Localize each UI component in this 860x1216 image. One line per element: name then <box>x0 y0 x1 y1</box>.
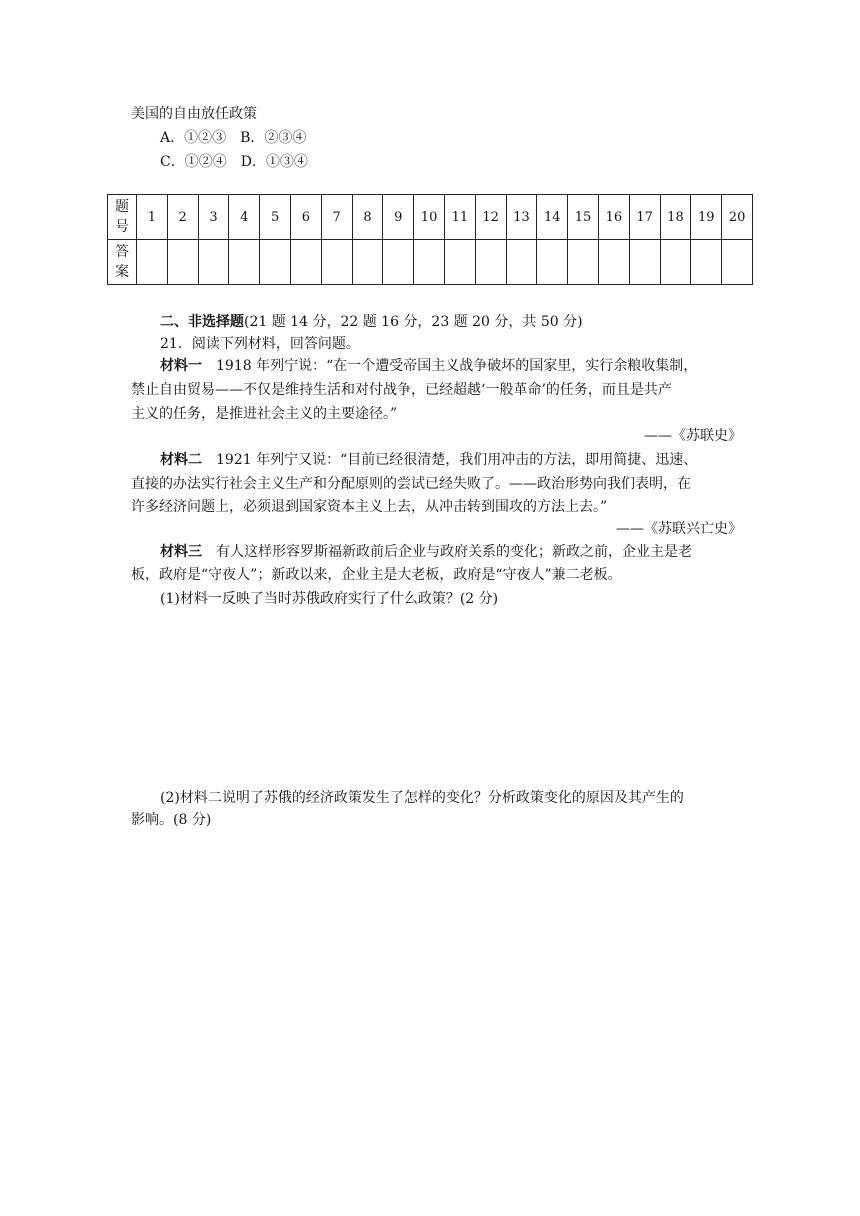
material-3-label: 材料三 <box>160 544 202 560</box>
question-number-cell: 10 <box>414 195 445 240</box>
material-2-label: 材料二 <box>160 452 202 468</box>
question-number-cell: 8 <box>352 195 383 240</box>
question-number-cell: 6 <box>290 195 321 240</box>
number-header-cell <box>108 195 137 240</box>
material-2-source: ——《苏联兴亡史》 <box>616 521 742 537</box>
answer-cell[interactable] <box>506 240 537 285</box>
options-row-1: A．①②③ B．②③④ <box>160 130 307 146</box>
question-number-cell: 5 <box>260 195 291 240</box>
material-1-label: 材料一 <box>160 358 202 374</box>
answer-cell[interactable] <box>383 240 414 285</box>
number-header-char-1: 题 <box>115 199 129 215</box>
question-number-cell: 13 <box>506 195 537 240</box>
answer-cell[interactable] <box>198 240 229 285</box>
answer-header-char-1: 答 <box>115 244 129 260</box>
material-3-line-2: 板，政府是“守夜人”；新政以来，企业主是大老板，政府是“守夜人”兼二老板。 <box>131 567 622 583</box>
answer-cell[interactable] <box>352 240 383 285</box>
material-1-source: ——《苏联史》 <box>644 428 742 444</box>
question-number-cell: 15 <box>568 195 599 240</box>
question-number-cell: 11 <box>444 195 475 240</box>
answer-cell[interactable] <box>660 240 691 285</box>
material-1-line-2: 禁止自由贸易——不仅是维持生活和对付战争，已经超越‘一般革命’的任务，而且是共产 <box>131 382 672 398</box>
answer-table-answer-row <box>108 240 753 285</box>
answer-cell[interactable] <box>229 240 260 285</box>
material-1-line-1 <box>160 356 697 376</box>
material-1-text: 1918 年列宁说：“在一个遭受帝国主义战争破坏的国家里，实行余粮收集制， <box>202 358 698 374</box>
answer-cell[interactable] <box>260 240 291 285</box>
material-3-text: 有人这样形容罗斯福新政前后企业与政府关系的变化；新政之前，企业主是老 <box>202 544 692 560</box>
answer-header-char-2: 案 <box>115 264 129 280</box>
section-heading <box>160 312 583 332</box>
subquestion-2-line-1: (2)材料二说明了苏俄的经济政策发生了怎样的变化？分析政策变化的原因及其产生的 <box>160 790 684 806</box>
answer-cell[interactable] <box>290 240 321 285</box>
question-number-cell: 4 <box>229 195 260 240</box>
material-2-text: 1921 年列宁又说：“目前已经很清楚，我们用冲击的方法，即用简捷、迅速、 <box>202 452 698 468</box>
number-header-char-2: 号 <box>115 219 129 235</box>
answer-cell[interactable] <box>722 240 753 285</box>
question-number-cell: 14 <box>537 195 568 240</box>
answer-cell[interactable] <box>414 240 445 285</box>
question-number-cell: 12 <box>475 195 506 240</box>
section-title: 二、非选择题 <box>160 314 244 330</box>
question-number-cell: 7 <box>321 195 352 240</box>
option-text-line: 美国的自由放任政策 <box>131 106 257 122</box>
answer-cell[interactable] <box>475 240 506 285</box>
question-number-cell: 3 <box>198 195 229 240</box>
material-2-line-1 <box>160 450 697 470</box>
question-number-cell: 16 <box>598 195 629 240</box>
answer-cell[interactable] <box>321 240 352 285</box>
options-row-2: C．①②④ D．①③④ <box>160 154 308 170</box>
question-number-cell: 9 <box>383 195 414 240</box>
question-number-cell: 18 <box>660 195 691 240</box>
answer-cell[interactable] <box>598 240 629 285</box>
material-1-line-3: 主义的任务，是推进社会主义的主要途径。” <box>131 406 398 422</box>
material-2-line-3: 许多经济问题上，必须退到国家资本主义上去，从冲击转到围攻的方法上去。” <box>131 499 608 515</box>
answer-cell[interactable] <box>167 240 198 285</box>
answer-table <box>107 194 753 285</box>
question-21-prompt: 21．阅读下列材料，回答问题。 <box>160 336 360 352</box>
answer-table-number-row <box>108 195 753 240</box>
question-number-cell: 1 <box>137 195 168 240</box>
section-points: (21 题 14 分，22 题 16 分，23 题 20 分，共 50 分) <box>244 314 583 330</box>
answer-cell[interactable] <box>629 240 660 285</box>
question-number-cell: 17 <box>629 195 660 240</box>
question-number-cell: 20 <box>722 195 753 240</box>
question-number-cell: 19 <box>691 195 722 240</box>
answer-header-cell <box>108 240 137 285</box>
answer-cell[interactable] <box>537 240 568 285</box>
answer-cell[interactable] <box>691 240 722 285</box>
question-number-cell: 2 <box>167 195 198 240</box>
material-3-line-1 <box>160 542 692 562</box>
subquestion-2-line-2: 影响。(8 分) <box>131 812 212 828</box>
material-2-line-2: 直接的办法实行社会主义生产和分配原则的尝试已经失败了。——政治形势向我们表明，在 <box>131 476 691 492</box>
answer-cell[interactable] <box>568 240 599 285</box>
answer-cell[interactable] <box>137 240 168 285</box>
subquestion-1: (1)材料一反映了当时苏俄政府实行了什么政策？(2 分) <box>160 591 499 607</box>
answer-cell[interactable] <box>444 240 475 285</box>
